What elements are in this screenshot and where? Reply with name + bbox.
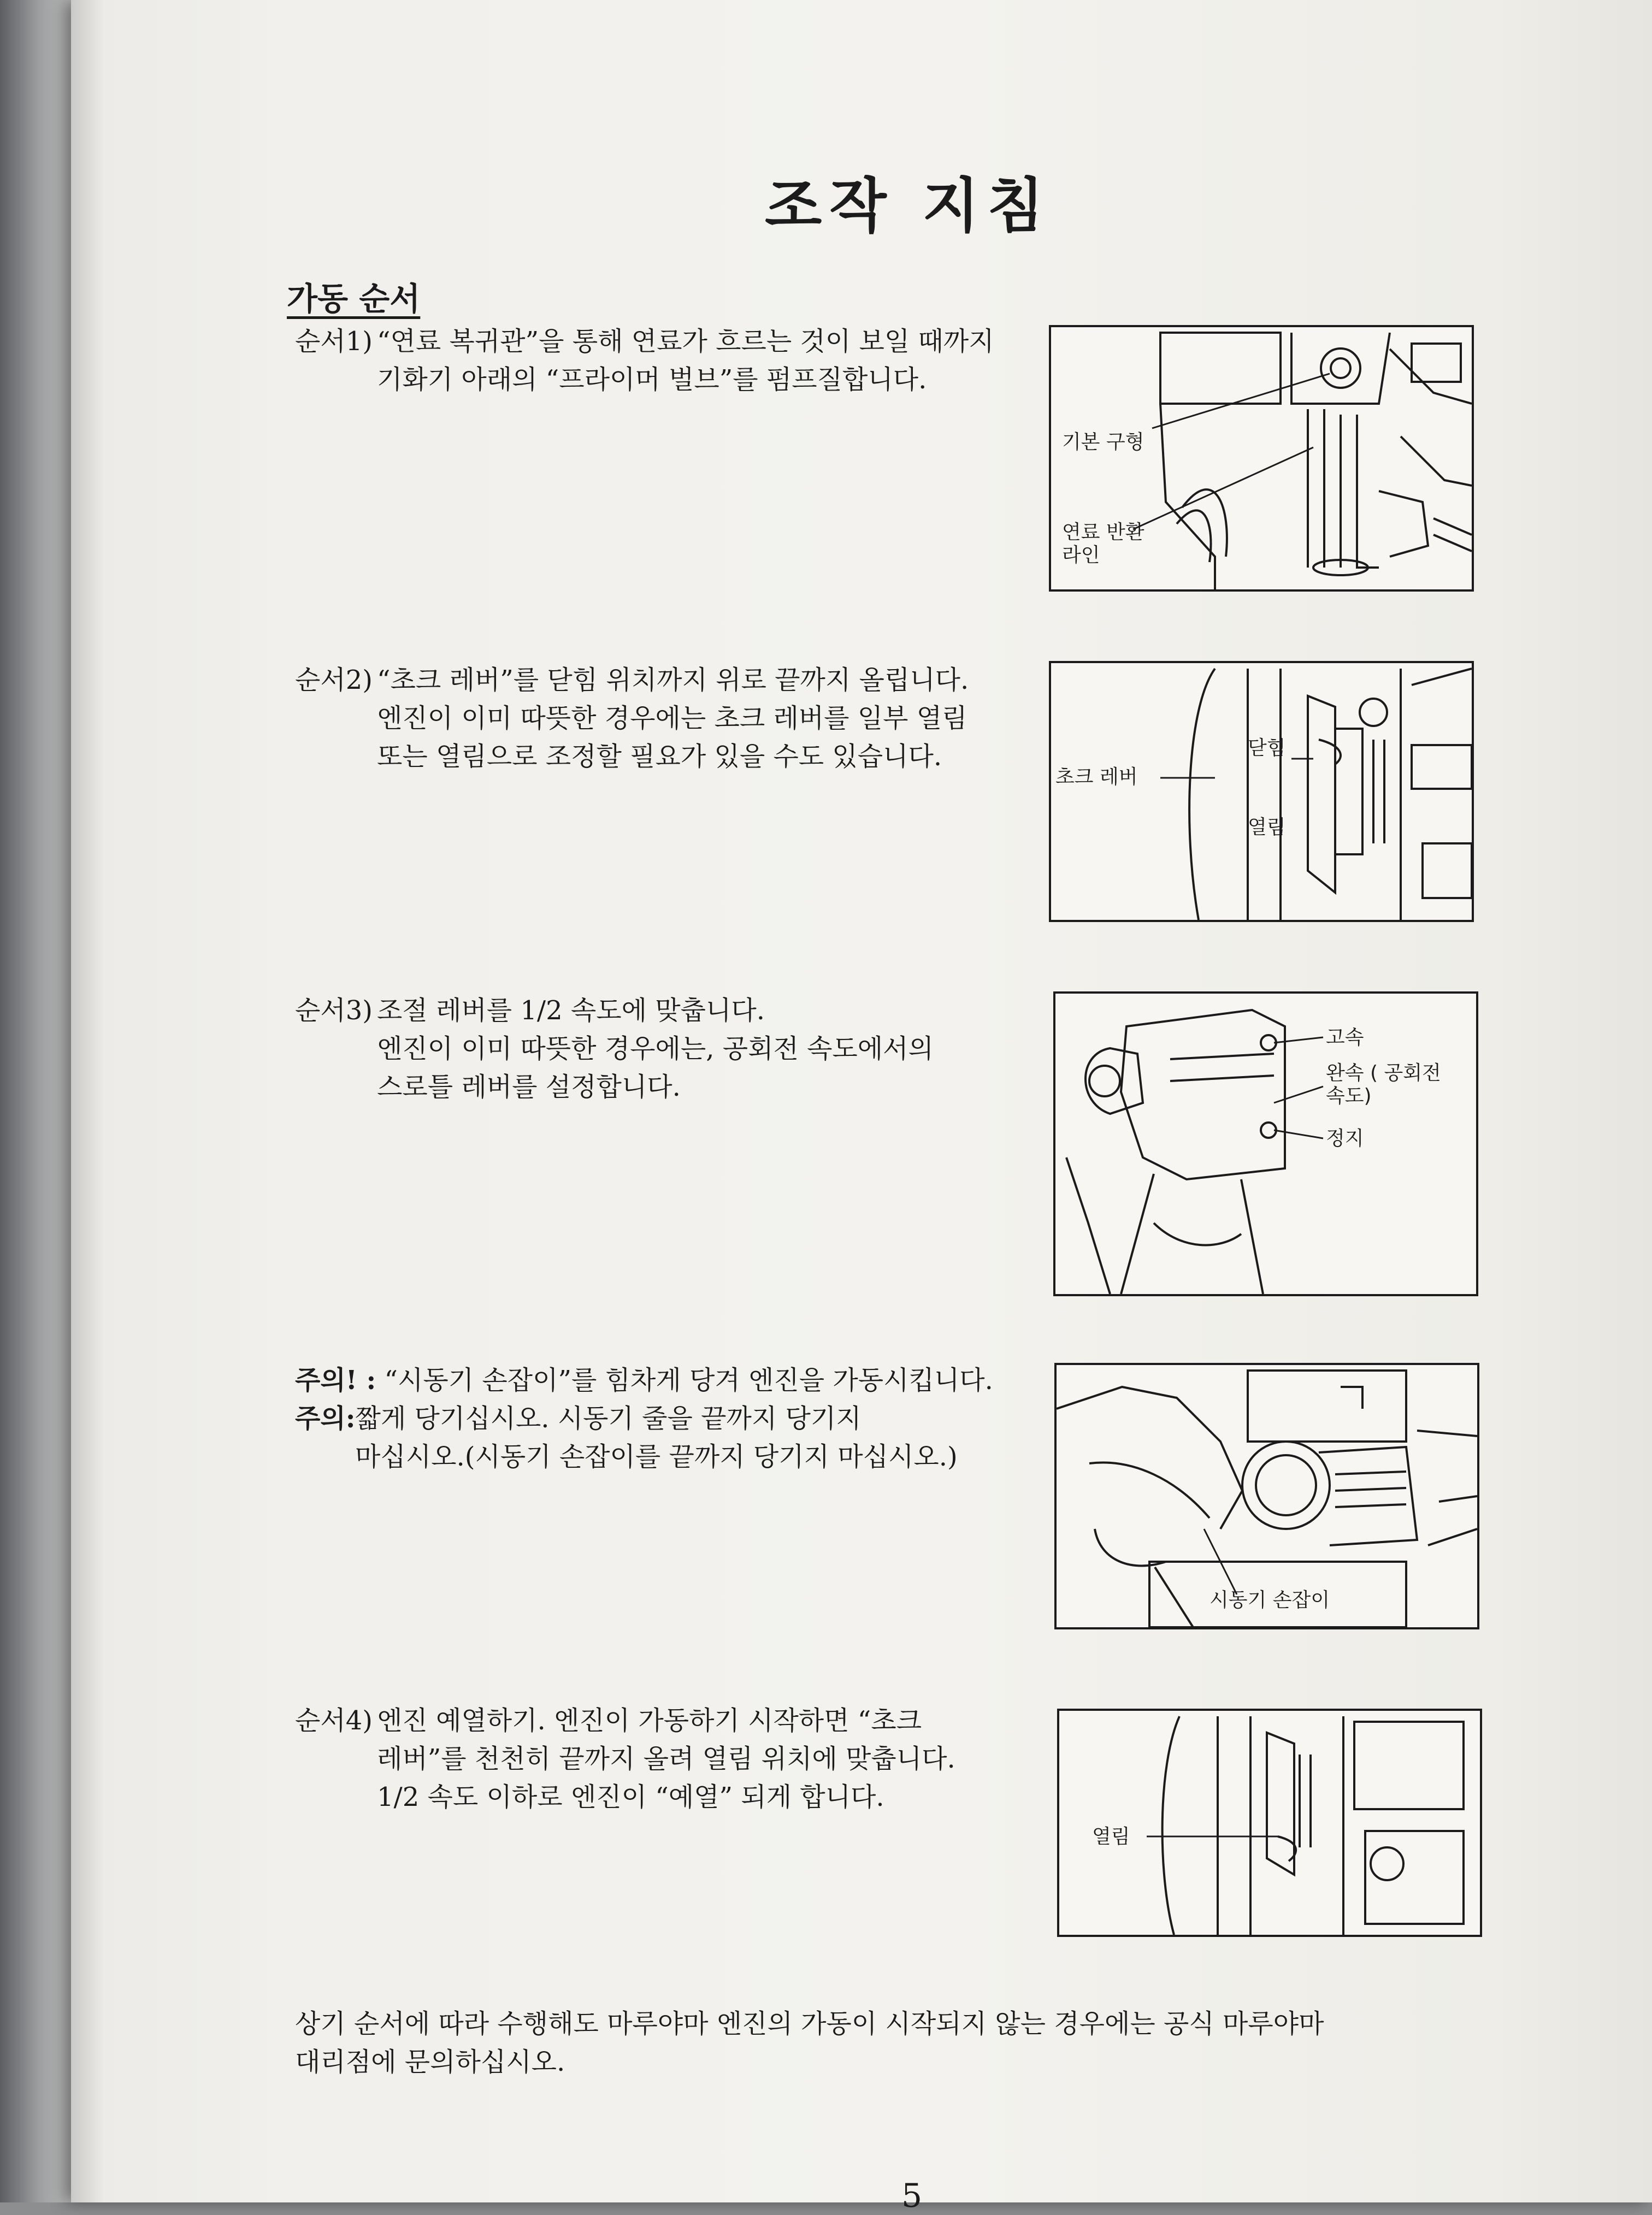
figure-choke-open xyxy=(1057,1709,1482,1937)
footer-line-1: 상기 순서에 따라 수행해도 마루야마 엔진의 가동이 시작되지 않는 경우에는 공식 마루야마 xyxy=(295,2009,1324,2039)
footer-note xyxy=(295,2005,1324,2081)
step-3-line-1: 조절 레버를 1/2 속도에 맞춥니다. xyxy=(377,995,765,1026)
label-primer-bulb: 기본 구형 xyxy=(1062,431,1144,453)
step-3-label: 순서3) xyxy=(295,995,373,1026)
step-3 xyxy=(295,991,934,1106)
step-4-line-1: 엔진 예열하기. 엔진이 가동하기 시작하면 “초크 xyxy=(377,1705,922,1736)
label-open: 열림 xyxy=(1248,816,1286,838)
step-1-line-1: “연료 복귀관”을 통해 연료가 흐르는 것이 보일 때까지 xyxy=(377,326,994,357)
choke-lever-illustration xyxy=(1051,663,1472,920)
figure-choke-lever xyxy=(1049,661,1474,922)
footer-line-2: 대리점에 문의하십시오. xyxy=(295,2047,565,2077)
primer-bulb-illustration xyxy=(1051,327,1472,589)
label-high-speed: 고속 xyxy=(1326,1026,1364,1049)
step-2 xyxy=(295,661,969,776)
figure-throttle-lever xyxy=(1053,991,1478,1296)
step-1-label: 순서1) xyxy=(295,326,373,357)
label-closed: 닫힘 xyxy=(1248,737,1286,759)
label-stop: 정지 xyxy=(1326,1127,1364,1150)
step-2-line-2: 엔진이 이미 따뜻한 경우에는 초크 레버를 일부 열림 xyxy=(377,703,967,734)
caution-step xyxy=(295,1361,993,1476)
label-choke-lever: 초크 레버 xyxy=(1055,766,1138,788)
caution-label: 주의! : xyxy=(295,1365,376,1396)
step-4-line-3: 1/2 속도 이하로 엔진이 “예열” 되게 합니다. xyxy=(377,1782,884,1812)
label-starter-handle: 시동기 손잡이 xyxy=(1210,1589,1330,1611)
figure-starter-handle xyxy=(1054,1363,1479,1629)
caution-line-2: 짧게 당기십시오. 시동기 줄을 끝까지 당기지 xyxy=(355,1403,862,1434)
label-idle-speed: 완속 ( 공회전 xyxy=(1326,1062,1441,1084)
label-idle-speed-cont: 속도) xyxy=(1326,1085,1372,1107)
step-1-line-2: 기화기 아래의 “프라이머 벌브”를 펌프질합니다. xyxy=(377,364,927,395)
step-4-line-2: 레버”를 천천히 끝까지 올려 열림 위치에 맞춥니다. xyxy=(377,1744,955,1774)
step-3-line-2: 엔진이 이미 따뜻한 경우에는, 공회전 속도에서의 xyxy=(377,1033,934,1064)
label-open-position: 열림 xyxy=(1092,1826,1130,1848)
caution-line-1: “시동기 손잡이”를 힘차게 당겨 엔진을 가동시킵니다. xyxy=(384,1365,993,1396)
book-spine xyxy=(0,0,82,2202)
choke-open-illustration xyxy=(1059,1711,1480,1935)
section-heading: 가동 순서 xyxy=(287,280,421,317)
starter-handle-illustration xyxy=(1057,1365,1477,1627)
caution-label-2: 주의: xyxy=(295,1403,356,1434)
label-fuel-return-line: 라인 xyxy=(1062,544,1100,566)
page-number: 5 xyxy=(901,2177,923,2215)
label-fuel-return: 연료 반환 xyxy=(1062,521,1144,544)
step-4 xyxy=(295,1702,955,1816)
throttle-lever-illustration xyxy=(1055,994,1476,1294)
page-title: 조작 지침 xyxy=(765,172,1052,240)
step-2-label: 순서2) xyxy=(295,665,373,695)
manual-page xyxy=(71,0,1652,2215)
step-2-line-3: 또는 열림으로 조정할 필요가 있을 수도 있습니다. xyxy=(377,741,942,772)
figure-primer-bulb xyxy=(1049,325,1474,592)
step-4-label: 순서4) xyxy=(295,1705,373,1736)
step-2-line-1: “초크 레버”를 닫힘 위치까지 위로 끝까지 올립니다. xyxy=(377,665,969,695)
step-3-line-3: 스로틀 레버를 설정합니다. xyxy=(377,1072,681,1102)
caution-line-3: 마십시오.(시동기 손잡이를 끝까지 당기지 마십시오.) xyxy=(355,1442,958,1472)
step-1 xyxy=(295,322,994,399)
